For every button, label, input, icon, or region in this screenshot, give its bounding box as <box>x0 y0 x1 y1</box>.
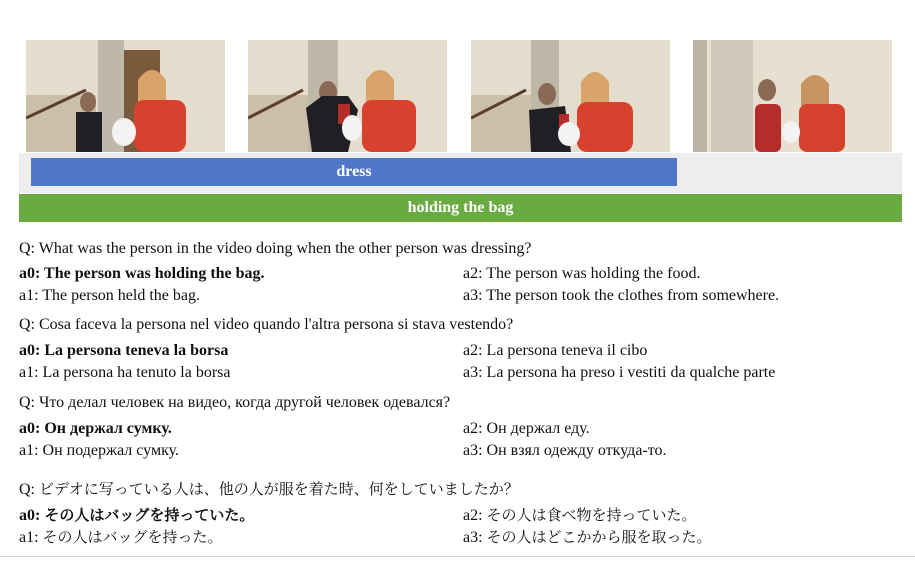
answer-label: a2: <box>463 420 487 437</box>
segment-dress <box>31 158 677 186</box>
question-prefix: Q: <box>19 481 39 498</box>
answer-text: その人はバッグを持っていた。 <box>44 506 255 524</box>
video-frame-1 <box>26 40 225 152</box>
answer-text: Он держал сумку. <box>44 420 172 437</box>
answer-en-a0 <box>19 265 265 283</box>
answer-text: La persona ha preso i vestiti da qualche parte <box>486 364 776 381</box>
answer-it-a1 <box>19 364 230 382</box>
answer-ja-a1 <box>19 526 223 547</box>
question-text: What was the person in the video doing when the other person was dressing? <box>38 240 532 257</box>
answer-label: a3: <box>463 287 487 304</box>
answer-label: a2: <box>463 342 487 359</box>
answer-text: Он держал еду. <box>486 420 590 437</box>
answer-ru-a3 <box>463 442 667 460</box>
video-frame-4 <box>693 40 892 152</box>
segment-holding-label: holding the bag <box>407 199 514 216</box>
answer-it-a3 <box>463 364 775 382</box>
question-prefix: Q: <box>19 316 39 333</box>
answer-label: a1: <box>19 364 43 381</box>
frame-4-image <box>693 40 892 152</box>
question-text: ビデオに写っている人は、他の人が服を着た時、何をしていましたか？ <box>39 480 519 498</box>
video-frame-3 <box>471 40 670 152</box>
answer-label: a1: <box>19 442 43 459</box>
segment-holding-the-bag <box>19 194 902 222</box>
answer-label: a1: <box>19 287 43 304</box>
answer-label: a0: <box>19 342 45 359</box>
answer-text: The person was holding the food. <box>486 265 701 282</box>
answer-text: Он подержал сумку. <box>42 442 180 459</box>
frame-2-image <box>248 40 447 152</box>
question-prefix: Q: <box>19 240 39 257</box>
answer-ja-a2 <box>463 504 697 525</box>
answer-it-a0 <box>19 342 228 360</box>
video-frame-2 <box>248 40 447 152</box>
answer-en-a1 <box>19 287 200 305</box>
answer-ru-a2 <box>463 420 590 438</box>
answer-text: La persona teneva la borsa <box>44 342 229 359</box>
question-ru <box>19 394 450 412</box>
answer-ru-a0 <box>19 420 172 438</box>
answer-label: a0: <box>19 265 45 282</box>
question-text: Что делал человек на видео, когда другой человек одевался? <box>39 394 451 411</box>
answer-en-a3 <box>463 287 779 305</box>
answer-text: La persona teneva il cibo <box>486 342 648 359</box>
answer-it-a2 <box>463 342 647 360</box>
question-prefix: Q: <box>19 394 39 411</box>
frame-1-image <box>26 40 225 152</box>
answer-text: The person held the bag. <box>42 287 200 304</box>
frame-3-image <box>471 40 670 152</box>
answer-label: a2: <box>463 265 487 282</box>
answer-text: その人は食べ物を持っていた。 <box>486 506 697 524</box>
answer-label: a0: <box>19 507 45 524</box>
answer-text: The person took the clothes from somewhere. <box>486 287 780 304</box>
answer-ja-a3 <box>463 526 712 547</box>
answer-label: a3: <box>463 529 487 546</box>
bottom-divider <box>0 556 915 557</box>
answer-en-a2 <box>463 265 700 283</box>
answer-text: その人はバッグを持った。 <box>42 528 223 546</box>
answer-ja-a0 <box>19 504 254 525</box>
question-it <box>19 316 513 334</box>
answer-text: The person was holding the bag. <box>44 265 265 282</box>
segment-dress-label: dress <box>336 163 372 180</box>
answer-label: a0: <box>19 420 45 437</box>
answer-label: a2: <box>463 507 487 524</box>
answer-text: Он взял одежду откуда-то. <box>486 442 667 459</box>
question-ja <box>19 478 519 499</box>
answer-text: La persona ha tenuto la borsa <box>42 364 231 381</box>
answer-label: a1: <box>19 529 43 546</box>
answer-label: a3: <box>463 442 487 459</box>
question-text: Cosa faceva la persona nel video quando l'altra persona si stava vestendo? <box>39 316 514 333</box>
answer-text: その人はどこかから服を取った。 <box>486 528 712 546</box>
answer-ru-a1 <box>19 442 179 460</box>
question-en <box>19 240 531 258</box>
answer-label: a3: <box>463 364 487 381</box>
